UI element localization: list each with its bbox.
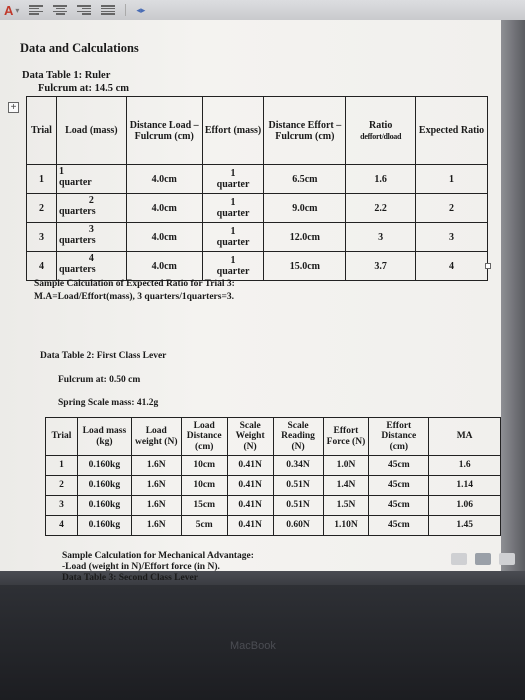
- table-header: Trial: [27, 97, 57, 165]
- align-center-icon[interactable]: [53, 5, 67, 15]
- table-row: 2 0.160kg 1.6N 10cm 0.41N 0.51N 1.4N 45cm 1.14: [46, 476, 501, 496]
- section-heading: Data and Calculations: [20, 41, 139, 55]
- table-row: 1 1 quarter 4.0cm 1 quarter 6.5cm 1.6 1: [27, 165, 488, 194]
- table-row: 4 4 quarters 4.0cm 1 quarter 15.0cm 3.7 4: [27, 252, 488, 281]
- table-row: 1 0.160kg 1.6N 10cm 0.41N 0.34N 1.0N 45cm 1.6: [46, 456, 501, 476]
- align-left-icon[interactable]: [29, 5, 43, 15]
- table-resize-handle[interactable]: [485, 263, 491, 269]
- table-header: Distance Effort – Fulcrum (cm): [264, 97, 346, 165]
- data-table-1: [26, 96, 488, 281]
- table2-spring-mass: Spring Scale mass: 41.2g: [58, 398, 159, 408]
- table1-fulcrum: Fulcrum at: 14.5 cm: [38, 83, 129, 94]
- table-header-row: Trial Load mass (kg) Load weight (N) Load Distance (cm) Scale Weight (N) Scale Reading (N) Effort Force (N) Effort Distance (cm) MA: [46, 418, 501, 456]
- data-table-2: [45, 417, 501, 536]
- table-header: Expected Ratio: [416, 97, 488, 165]
- table2-fulcrum: Fulcrum at: 0.50 cm: [58, 375, 141, 385]
- table-header-row: [27, 97, 488, 165]
- font-color-button[interactable]: A: [4, 2, 14, 18]
- table-row: 3 3 quarters 4.0cm 1 quarter 12.0cm 3 3: [27, 223, 488, 252]
- table-move-handle-icon[interactable]: +: [8, 102, 19, 113]
- justify-icon[interactable]: [101, 5, 115, 15]
- table3-title: Data Table 3: Second Class Lever: [62, 573, 198, 583]
- table-row: 4 0.160kg 1.6N 5cm 0.41N 0.60N 1.10N 45cm 1.45: [46, 516, 501, 536]
- table-row: 2 2 quarters 4.0cm 1 quarter 9.0cm 2.2 2: [27, 194, 488, 223]
- sample-calc-2-body: -Load (weight in N)/Effort force (in N).: [62, 562, 220, 572]
- align-right-icon[interactable]: [77, 5, 91, 15]
- table-row: 3 0.160kg 1.6N 15cm 0.41N 0.51N 1.5N 45cm 1.06: [46, 496, 501, 516]
- formatting-toolbar: [0, 0, 525, 20]
- ratio-subscript: deffort/dload: [360, 131, 402, 141]
- sample-calc-1-title: Sample Calculation of Expected Ratio for Trial 3:: [34, 279, 235, 289]
- table-header: Load (mass): [56, 97, 126, 165]
- table-header: Distance Load – Fulcrum (cm): [126, 97, 202, 165]
- table1-title: Data Table 1: Ruler: [22, 70, 111, 81]
- outline-view-icon[interactable]: [475, 553, 491, 565]
- laptop-brand-label: MacBook: [230, 640, 276, 652]
- font-color-dropdown-icon[interactable]: ▾: [15, 5, 20, 15]
- toolbar-divider: [125, 4, 126, 16]
- list-view-icon[interactable]: [499, 553, 515, 565]
- sample-calc-2-title: Sample Calculation for Mechanical Advantage:: [62, 551, 254, 561]
- page-edge-shadow: [501, 20, 525, 585]
- table2-title: Data Table 2: First Class Lever: [40, 351, 167, 361]
- view-controls: [451, 553, 515, 565]
- line-spacing-icon[interactable]: ◂▸: [136, 4, 146, 15]
- sample-calc-1-body: M.A=Load/Effort(mass), 3 quarters/1quarters=3.: [34, 292, 235, 302]
- page-view-icon[interactable]: [451, 553, 467, 565]
- table-header: Effort (mass): [202, 97, 264, 165]
- table-header: Ratio deffort/dload: [346, 97, 416, 165]
